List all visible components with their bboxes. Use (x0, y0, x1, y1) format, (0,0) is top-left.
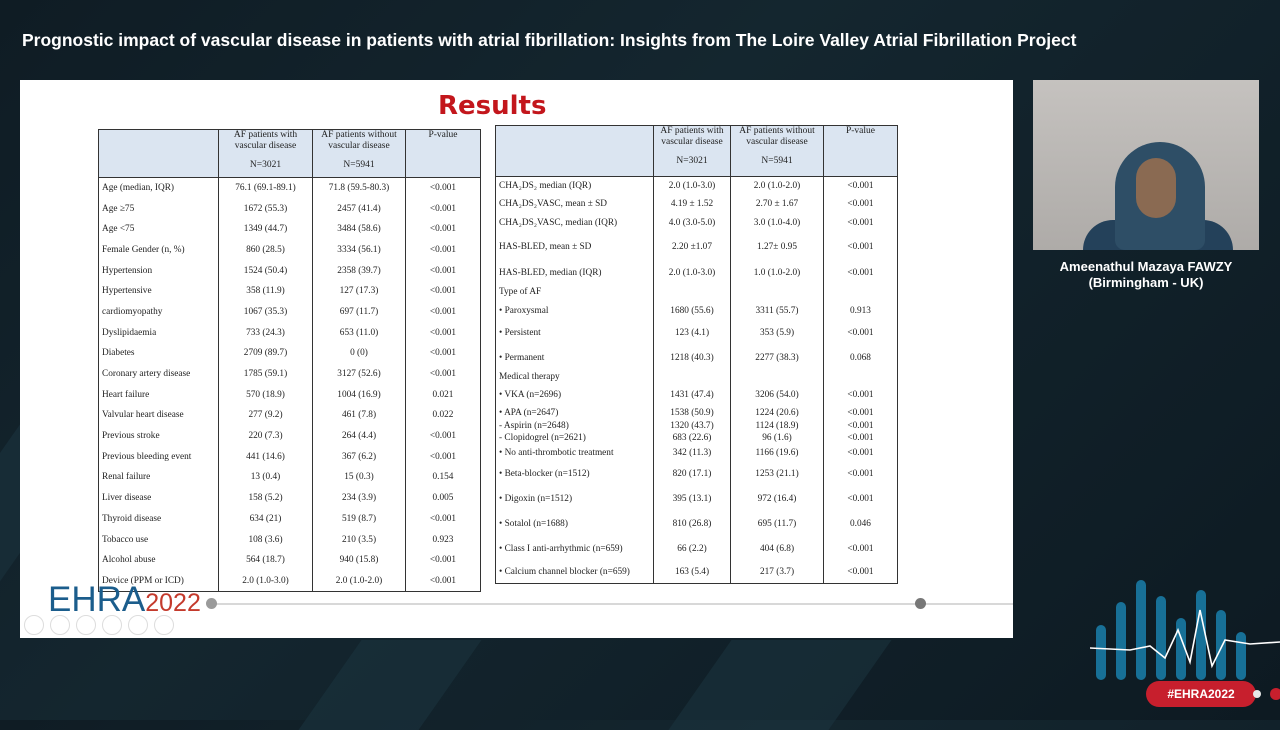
cell-with: 1349 (44.7) (219, 219, 313, 240)
cell-with: 4.0 (3.0-5.0) (654, 213, 731, 233)
background-stripe (298, 640, 481, 730)
ehra-waveform-graphic (1090, 570, 1280, 680)
cell-without: 1166 (19.6) (731, 444, 824, 462)
cell-pvalue: 0.022 (406, 405, 481, 426)
cell-label: • APA (n=2647) (496, 407, 654, 420)
zoom-icon[interactable] (128, 615, 148, 635)
cell-pvalue: 0.923 (406, 529, 481, 550)
cell-label: Valvular heart disease (99, 405, 219, 426)
cell-label: Medical therapy (496, 371, 654, 384)
cell-with (654, 284, 731, 301)
cell-pvalue: <0.001 (824, 195, 898, 213)
cell-label: Hypertension (99, 260, 219, 281)
cell-pvalue: <0.001 (824, 487, 898, 512)
table2-header-pvalue: P-value (824, 126, 898, 177)
cell-pvalue: <0.001 (824, 384, 898, 407)
cell-with: 342 (11.3) (654, 444, 731, 462)
cell-without: 653 (11.0) (313, 322, 406, 343)
speaker-caption (1033, 259, 1259, 291)
table-row (99, 405, 481, 426)
presentation-title: Prognostic impact of vascular disease in patients with atrial fibrillation: Insights from The Loire Valley Atrial Fibrillation Project (22, 30, 1077, 50)
cell-label: - Clopidogrel (n=2621) (496, 432, 654, 444)
cell-pvalue: <0.001 (824, 420, 898, 432)
pen-icon[interactable] (76, 615, 96, 635)
cell-with: 1538 (50.9) (654, 407, 731, 420)
cell-label: • Permanent (496, 346, 654, 371)
cell-pvalue: <0.001 (406, 446, 481, 467)
cell-label: Diabetes (99, 343, 219, 364)
cell-with: 1067 (35.3) (219, 302, 313, 323)
table-row (99, 529, 481, 550)
table-row (99, 384, 481, 405)
cell-without: 2.70 ± 1.67 (731, 195, 824, 213)
cell-pvalue: <0.001 (824, 177, 898, 195)
cell-label: Hypertensive (99, 281, 219, 302)
cell-pvalue: <0.001 (406, 509, 481, 530)
cell-with: 2.0 (1.0-3.0) (654, 177, 731, 195)
section-row (496, 371, 898, 384)
cell-label: Heart failure (99, 384, 219, 405)
cell-pvalue: <0.001 (406, 571, 481, 592)
cell-label: Female Gender (n, %) (99, 240, 219, 261)
cell-with: 220 (7.3) (219, 426, 313, 447)
cell-without: 264 (4.4) (313, 426, 406, 447)
cell-with: 13 (0.4) (219, 467, 313, 488)
speaker-video (1033, 80, 1259, 250)
cell-label: Age (median, IQR) (99, 178, 219, 199)
cell-label: • Calcium channel blocker (n=659) (496, 562, 654, 584)
cell-with: 683 (22.6) (654, 432, 731, 444)
speaker-face (1136, 158, 1176, 218)
cell-pvalue: <0.001 (406, 178, 481, 199)
cell-label: Device (PPM or ICD) (99, 571, 219, 592)
slide-heading: Results (438, 91, 547, 121)
cell-pvalue: <0.001 (406, 198, 481, 219)
cell-label: - Aspirin (n=2648) (496, 420, 654, 432)
cell-with: 733 (24.3) (219, 322, 313, 343)
cell-without: 367 (6.2) (313, 446, 406, 467)
cell-pvalue: <0.001 (406, 550, 481, 571)
background-stripe (668, 640, 891, 730)
cell-without: 404 (6.8) (731, 537, 824, 562)
table-row (99, 467, 481, 488)
cell-pvalue (824, 284, 898, 301)
cell-label: Coronary artery disease (99, 364, 219, 385)
table-row (496, 444, 898, 462)
table-row (496, 213, 898, 233)
cell-pvalue: <0.001 (406, 219, 481, 240)
cell-without: 1124 (18.9) (731, 420, 824, 432)
table-row (99, 178, 481, 199)
cell-without: 3127 (52.6) (313, 364, 406, 385)
cell-without: 2358 (39.7) (313, 260, 406, 281)
slide-controls (24, 615, 174, 635)
table-row (99, 550, 481, 571)
table-row (496, 195, 898, 213)
cell-with: 108 (3.6) (219, 529, 313, 550)
cell-without: 695 (11.7) (731, 512, 824, 537)
cell-label: • Paroxysmal (496, 301, 654, 321)
cell-without: 2.0 (1.0-2.0) (313, 571, 406, 592)
cell-label: HAS-BLED, median (IQR) (496, 262, 654, 284)
cell-label: Age <75 (99, 219, 219, 240)
prev-icon[interactable] (24, 615, 44, 635)
table-row (99, 219, 481, 240)
cell-pvalue: <0.001 (406, 281, 481, 302)
table-row (496, 233, 898, 262)
cell-pvalue: 0.068 (824, 346, 898, 371)
table-row (496, 346, 898, 371)
cell-label: Liver disease (99, 488, 219, 509)
cell-with: 860 (28.5) (219, 240, 313, 261)
cell-with: 810 (26.8) (654, 512, 731, 537)
cell-without: 519 (8.7) (313, 509, 406, 530)
cell-with: 1680 (55.6) (654, 301, 731, 321)
cell-label: Previous stroke (99, 426, 219, 447)
cell-with: 634 (21) (219, 509, 313, 530)
more-icon[interactable] (154, 615, 174, 635)
cell-label: • VKA (n=2696) (496, 384, 654, 407)
table-row (99, 260, 481, 281)
table-row (496, 321, 898, 346)
table1-header-label (99, 130, 219, 178)
cell-label: CHA₂DS₂VASC, mean ± SD (496, 195, 654, 213)
cell-without: 3311 (55.7) (731, 301, 824, 321)
cell-with: 1785 (59.1) (219, 364, 313, 385)
cell-pvalue (824, 371, 898, 384)
cell-without: 697 (11.7) (313, 302, 406, 323)
slides-icon[interactable] (102, 615, 122, 635)
cell-with: 4.19 ± 1.52 (654, 195, 731, 213)
table2-header-label (496, 126, 654, 177)
hashtag-badge: #EHRA2022 (1146, 681, 1256, 707)
cell-without: 3484 (58.6) (313, 219, 406, 240)
cell-label: Dyslipidaemia (99, 322, 219, 343)
cell-label: cardiomyopathy (99, 302, 219, 323)
cell-without: 1224 (20.6) (731, 407, 824, 420)
table-row (496, 512, 898, 537)
badge-dot-red (1270, 688, 1280, 700)
cell-with: 358 (11.9) (219, 281, 313, 302)
cell-without: 217 (3.7) (731, 562, 824, 584)
table-row (99, 240, 481, 261)
table-row (99, 509, 481, 530)
cell-without: 940 (15.8) (313, 550, 406, 571)
cell-pvalue: 0.154 (406, 467, 481, 488)
cell-without: 3206 (54.0) (731, 384, 824, 407)
video-timeline[interactable] (208, 603, 1013, 605)
table1-header-without: AF patients without vascular disease N=5941 (313, 130, 406, 178)
cell-with: 277 (9.2) (219, 405, 313, 426)
cell-pvalue: <0.001 (824, 407, 898, 420)
cell-without: 1004 (16.9) (313, 384, 406, 405)
table-row (99, 281, 481, 302)
table-row (496, 562, 898, 584)
cell-label: CHA₂DS₂ median (IQR) (496, 177, 654, 195)
baseline-table (98, 129, 481, 592)
cell-label: Renal failure (99, 467, 219, 488)
cell-with: 1320 (43.7) (654, 420, 731, 432)
table-row (99, 302, 481, 323)
table2-header-with: AF patients with vascular disease N=3021 (654, 126, 731, 177)
table-row (99, 426, 481, 447)
cell-with: 66 (2.2) (654, 537, 731, 562)
cell-without: 2277 (38.3) (731, 346, 824, 371)
cell-with: 441 (14.6) (219, 446, 313, 467)
cell-without: 2.0 (1.0-2.0) (731, 177, 824, 195)
cell-label: HAS-BLED, mean ± SD (496, 233, 654, 262)
cell-label: CHA₂DS₂VASC, median (IQR) (496, 213, 654, 233)
cell-pvalue: <0.001 (824, 321, 898, 346)
table-row (496, 462, 898, 487)
table-row (496, 537, 898, 562)
cell-pvalue: <0.001 (406, 240, 481, 261)
cell-label: Previous bleeding event (99, 446, 219, 467)
cell-pvalue: <0.001 (406, 364, 481, 385)
cell-without: 461 (7.8) (313, 405, 406, 426)
cell-pvalue: <0.001 (406, 302, 481, 323)
cell-pvalue: <0.001 (406, 426, 481, 447)
cell-pvalue: <0.001 (824, 562, 898, 584)
cell-with: 1218 (40.3) (654, 346, 731, 371)
table-row (99, 488, 481, 509)
cell-pvalue: 0.021 (406, 384, 481, 405)
cell-pvalue: <0.001 (824, 262, 898, 284)
table1-header-pvalue: P-value (406, 130, 481, 178)
cell-pvalue: <0.001 (824, 537, 898, 562)
table-row (496, 420, 898, 432)
cell-pvalue: 0.913 (824, 301, 898, 321)
cell-with: 123 (4.1) (654, 321, 731, 346)
cell-label: Type of AF (496, 284, 654, 301)
table-row (99, 364, 481, 385)
cell-pvalue: <0.001 (824, 213, 898, 233)
cell-label: • No anti-thrombotic treatment (496, 444, 654, 462)
cell-without: 2457 (41.4) (313, 198, 406, 219)
cell-with: 570 (18.9) (219, 384, 313, 405)
cell-pvalue: 0.046 (824, 512, 898, 537)
cell-label: • Sotalol (n=1688) (496, 512, 654, 537)
timeline-start-handle[interactable] (206, 598, 217, 609)
cell-with: 1431 (47.4) (654, 384, 731, 407)
timeline-position-handle[interactable] (915, 598, 926, 609)
cell-with: 76.1 (69.1-89.1) (219, 178, 313, 199)
table-row (99, 343, 481, 364)
cell-without: 71.8 (59.5-80.3) (313, 178, 406, 199)
cell-pvalue: 0.005 (406, 488, 481, 509)
next-icon[interactable] (50, 615, 70, 635)
section-row (496, 284, 898, 301)
table-row (99, 322, 481, 343)
cell-without: 3.0 (1.0-4.0) (731, 213, 824, 233)
cell-without: 353 (5.9) (731, 321, 824, 346)
cell-pvalue: <0.001 (824, 233, 898, 262)
table-row (496, 407, 898, 420)
cell-without: 3334 (56.1) (313, 240, 406, 261)
cell-label: • Digoxin (n=1512) (496, 487, 654, 512)
cell-label: Age ≥75 (99, 198, 219, 219)
cell-without: 1.0 (1.0-2.0) (731, 262, 824, 284)
cell-with: 395 (13.1) (654, 487, 731, 512)
slide (20, 80, 1013, 638)
cell-with: 2709 (89.7) (219, 343, 313, 364)
table-row (496, 262, 898, 284)
cell-without (731, 284, 824, 301)
cell-without: 127 (17.3) (313, 281, 406, 302)
table-row (99, 446, 481, 467)
cell-label: • Persistent (496, 321, 654, 346)
table-row (496, 301, 898, 321)
cell-without (731, 371, 824, 384)
cell-without: 1.27± 0.95 (731, 233, 824, 262)
cell-with: 163 (5.4) (654, 562, 731, 584)
cell-with: 820 (17.1) (654, 462, 731, 487)
risk-score-table (495, 125, 898, 584)
cell-with: 2.20 ±1.07 (654, 233, 731, 262)
table2-header-without: AF patients without vascular disease N=5941 (731, 126, 824, 177)
cell-without: 210 (3.5) (313, 529, 406, 550)
cell-with: 2.0 (1.0-3.0) (654, 262, 731, 284)
speaker-affiliation: (Birmingham - UK) (1088, 275, 1204, 290)
table1-header-with: AF patients with vascular disease N=3021 (219, 130, 313, 178)
cell-with: 2.0 (1.0-3.0) (219, 571, 313, 592)
cell-without: 234 (3.9) (313, 488, 406, 509)
cell-without: 972 (16.4) (731, 487, 824, 512)
cell-with: 564 (18.7) (219, 550, 313, 571)
table-row (496, 487, 898, 512)
cell-with: 1672 (55.3) (219, 198, 313, 219)
cell-label: • Class I anti-arrhythmic (n=659) (496, 537, 654, 562)
table-row (496, 384, 898, 407)
badge-dot (1253, 690, 1261, 698)
cell-label: Thyroid disease (99, 509, 219, 530)
cell-without: 0 (0) (313, 343, 406, 364)
cell-with (654, 371, 731, 384)
cell-with: 158 (5.2) (219, 488, 313, 509)
cell-without: 15 (0.3) (313, 467, 406, 488)
cell-pvalue: <0.001 (824, 444, 898, 462)
cell-label: • Beta-blocker (n=1512) (496, 462, 654, 487)
speaker-name: Ameenathul Mazaya FAWZY (1059, 259, 1233, 274)
cell-without: 1253 (21.1) (731, 462, 824, 487)
cell-pvalue: <0.001 (824, 432, 898, 444)
cell-with: 1524 (50.4) (219, 260, 313, 281)
table-row (496, 177, 898, 195)
cell-pvalue: <0.001 (406, 343, 481, 364)
cell-label: Tobacco use (99, 529, 219, 550)
cell-pvalue: <0.001 (406, 322, 481, 343)
ehra-logo: EHRA2022 (48, 580, 201, 619)
table-row (496, 432, 898, 444)
table-row (99, 198, 481, 219)
cell-pvalue: <0.001 (824, 462, 898, 487)
cell-label: Alcohol abuse (99, 550, 219, 571)
cell-without: 96 (1.6) (731, 432, 824, 444)
cell-pvalue: <0.001 (406, 260, 481, 281)
